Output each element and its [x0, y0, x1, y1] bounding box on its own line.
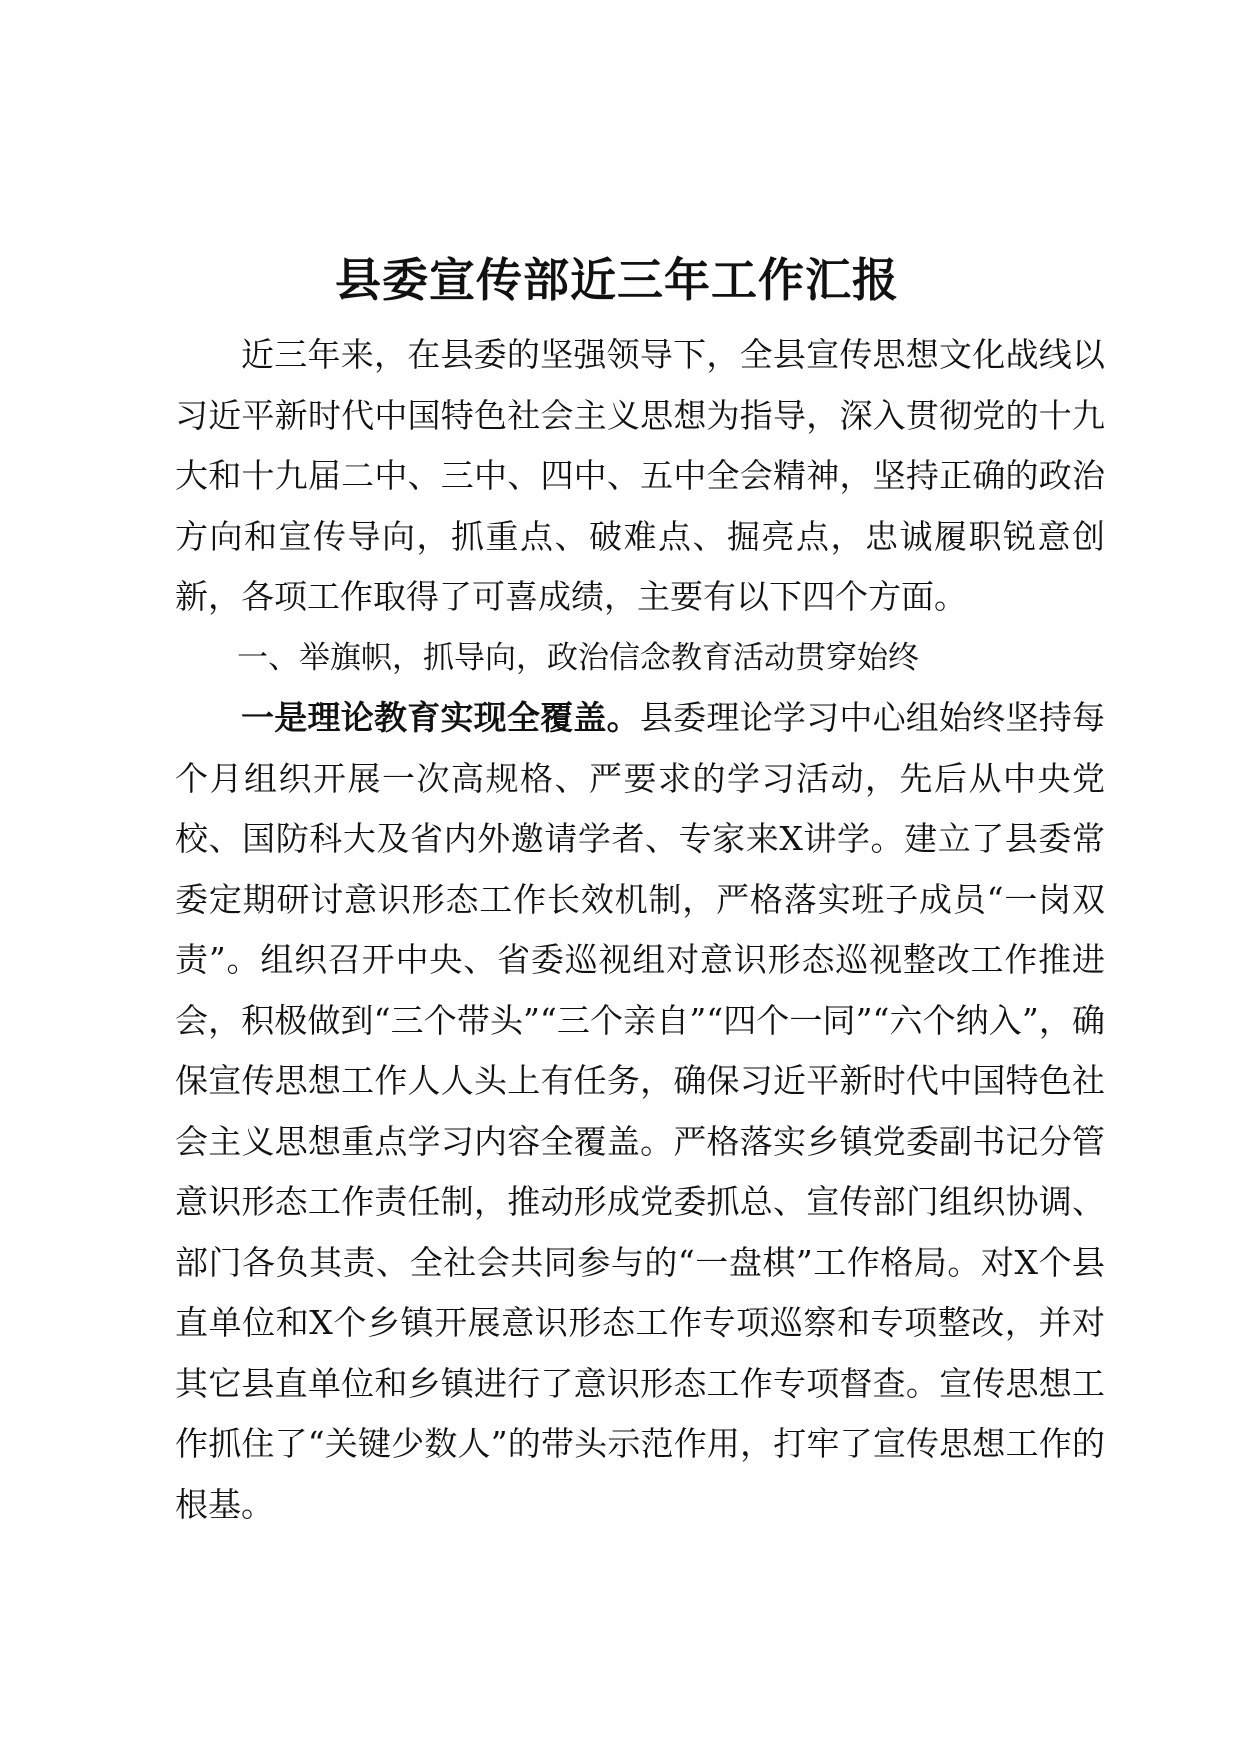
point-text: 县委理论学习中心组始终坚持每个月组织开展一次高规格、严要求的学习活动，先后从中央党校、国防科大及省内外邀请学者、专家来X讲学。建立了县委常委定期研讨意识形态工作长效机制，严格落实班子成员“一岗双责”。组织召开中央、省委巡视组对意识形态巡视整改工作推进会，积极做到“三个带头”“三个亲自”“四个一同”“六个纳入”，确保宣传思想工作人人头上有任务，确保习近平新时代中国特色社会主义思想重点学习内容全覆盖。严格落实乡镇党委副书记分管意识形态工作责任制，推动形成党委抓总、宣传部门组织协调、部门各负其责、全社会共同参与的“一盘棋”工作格局。对X个县直单位和X个乡镇开展意识形态工作专项巡察和专项整改，并对其它县直单位和乡镇进行了意识形态工作专项督查。宣传思想工作抓住了“关键少数人”的带头示范作用，打牢了宣传思想工作的根基。	[175, 698, 1106, 1524]
document-body	[175, 325, 1105, 1535]
section-heading: 一、举旗帜，抓导向，政治信念教育活动贯穿始终	[237, 639, 919, 676]
intro-paragraph: 近三年来，在县委的坚强领导下，全县宣传思想文化战线以习近平新时代中国特色社会主义思想为指导，深入贯彻党的十九大和十九届二中、三中、四中、五中全会精神，坚持正确的政治方向和宣传导向，抓重点、破难点、掘亮点，忠诚履职锐意创新，各项工作取得了可喜成绩，主要有以下四个方面。	[175, 335, 1105, 616]
document-title: 县委宣传部近三年工作汇报	[335, 253, 899, 307]
point-paragraph	[175, 688, 1105, 1535]
point-lead: 一是理论教育实现全覆盖。	[241, 698, 640, 737]
